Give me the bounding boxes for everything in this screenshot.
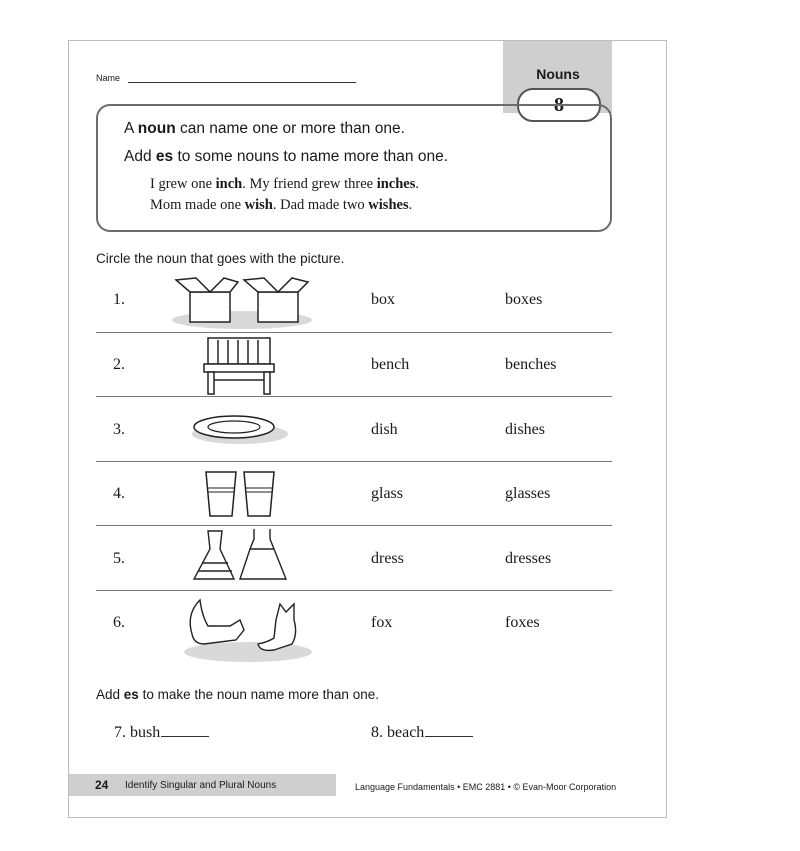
name-label: Name [96, 73, 121, 83]
choice-plural[interactable]: benches [505, 356, 557, 373]
choice-singular[interactable]: glass [371, 485, 403, 502]
answer-blank[interactable] [425, 736, 473, 737]
row-number: 6. [113, 614, 125, 631]
item-beach: 8. beach [371, 724, 473, 742]
name-field-line[interactable] [128, 82, 356, 83]
row-divider [96, 590, 612, 591]
item-bush: 7. bush [114, 724, 209, 742]
choice-plural[interactable]: dresses [505, 550, 552, 567]
choice-singular[interactable]: dress [371, 550, 404, 567]
answer-blank[interactable] [161, 736, 209, 737]
choice-plural[interactable]: boxes [505, 291, 543, 308]
topic-label: Nouns [536, 66, 580, 82]
row-divider [96, 332, 612, 333]
row-divider [96, 396, 612, 397]
choice-plural[interactable]: dishes [505, 421, 545, 438]
choice-plural[interactable]: glasses [505, 485, 551, 502]
row-number: 3. [113, 421, 125, 438]
choice-singular[interactable]: fox [371, 614, 393, 631]
rule-line-2: Add es to some nouns to name more than one. [124, 148, 449, 165]
row-divider [96, 461, 612, 462]
dish-icon [190, 410, 290, 446]
choice-singular[interactable]: box [371, 291, 395, 308]
example-1: I grew one inch. My friend grew three inches. [150, 176, 420, 192]
choice-singular[interactable]: dish [371, 421, 398, 438]
footer-title: Identify Singular and Plural Nouns [125, 780, 277, 791]
two-dresses-icon [190, 527, 290, 585]
row-number: 1. [113, 291, 125, 308]
two-glasses-icon [200, 468, 280, 522]
two-boxes-icon [170, 274, 315, 330]
row-number: 5. [113, 550, 125, 567]
part2-instruction: Add es to make the noun name more than one. [96, 687, 379, 702]
part1-instruction: Circle the noun that goes with the picture. [96, 251, 345, 266]
choice-plural[interactable]: foxes [505, 614, 540, 631]
page-number: 24 [95, 778, 109, 792]
two-foxes-icon [182, 594, 314, 664]
row-number: 2. [113, 356, 125, 373]
rule-line-1: A noun can name one or more than one. [124, 120, 405, 137]
row-number: 4. [113, 485, 125, 502]
example-2: Mom made one wish. Dad made two wishes. [150, 197, 413, 213]
choice-singular[interactable]: bench [371, 356, 410, 373]
row-divider [96, 525, 612, 526]
footer-credit: Language Fundamentals • EMC 2881 • © Evan-Moor Corporation [355, 782, 617, 792]
bench-icon [200, 336, 280, 396]
lesson-number: 8 [517, 88, 601, 122]
